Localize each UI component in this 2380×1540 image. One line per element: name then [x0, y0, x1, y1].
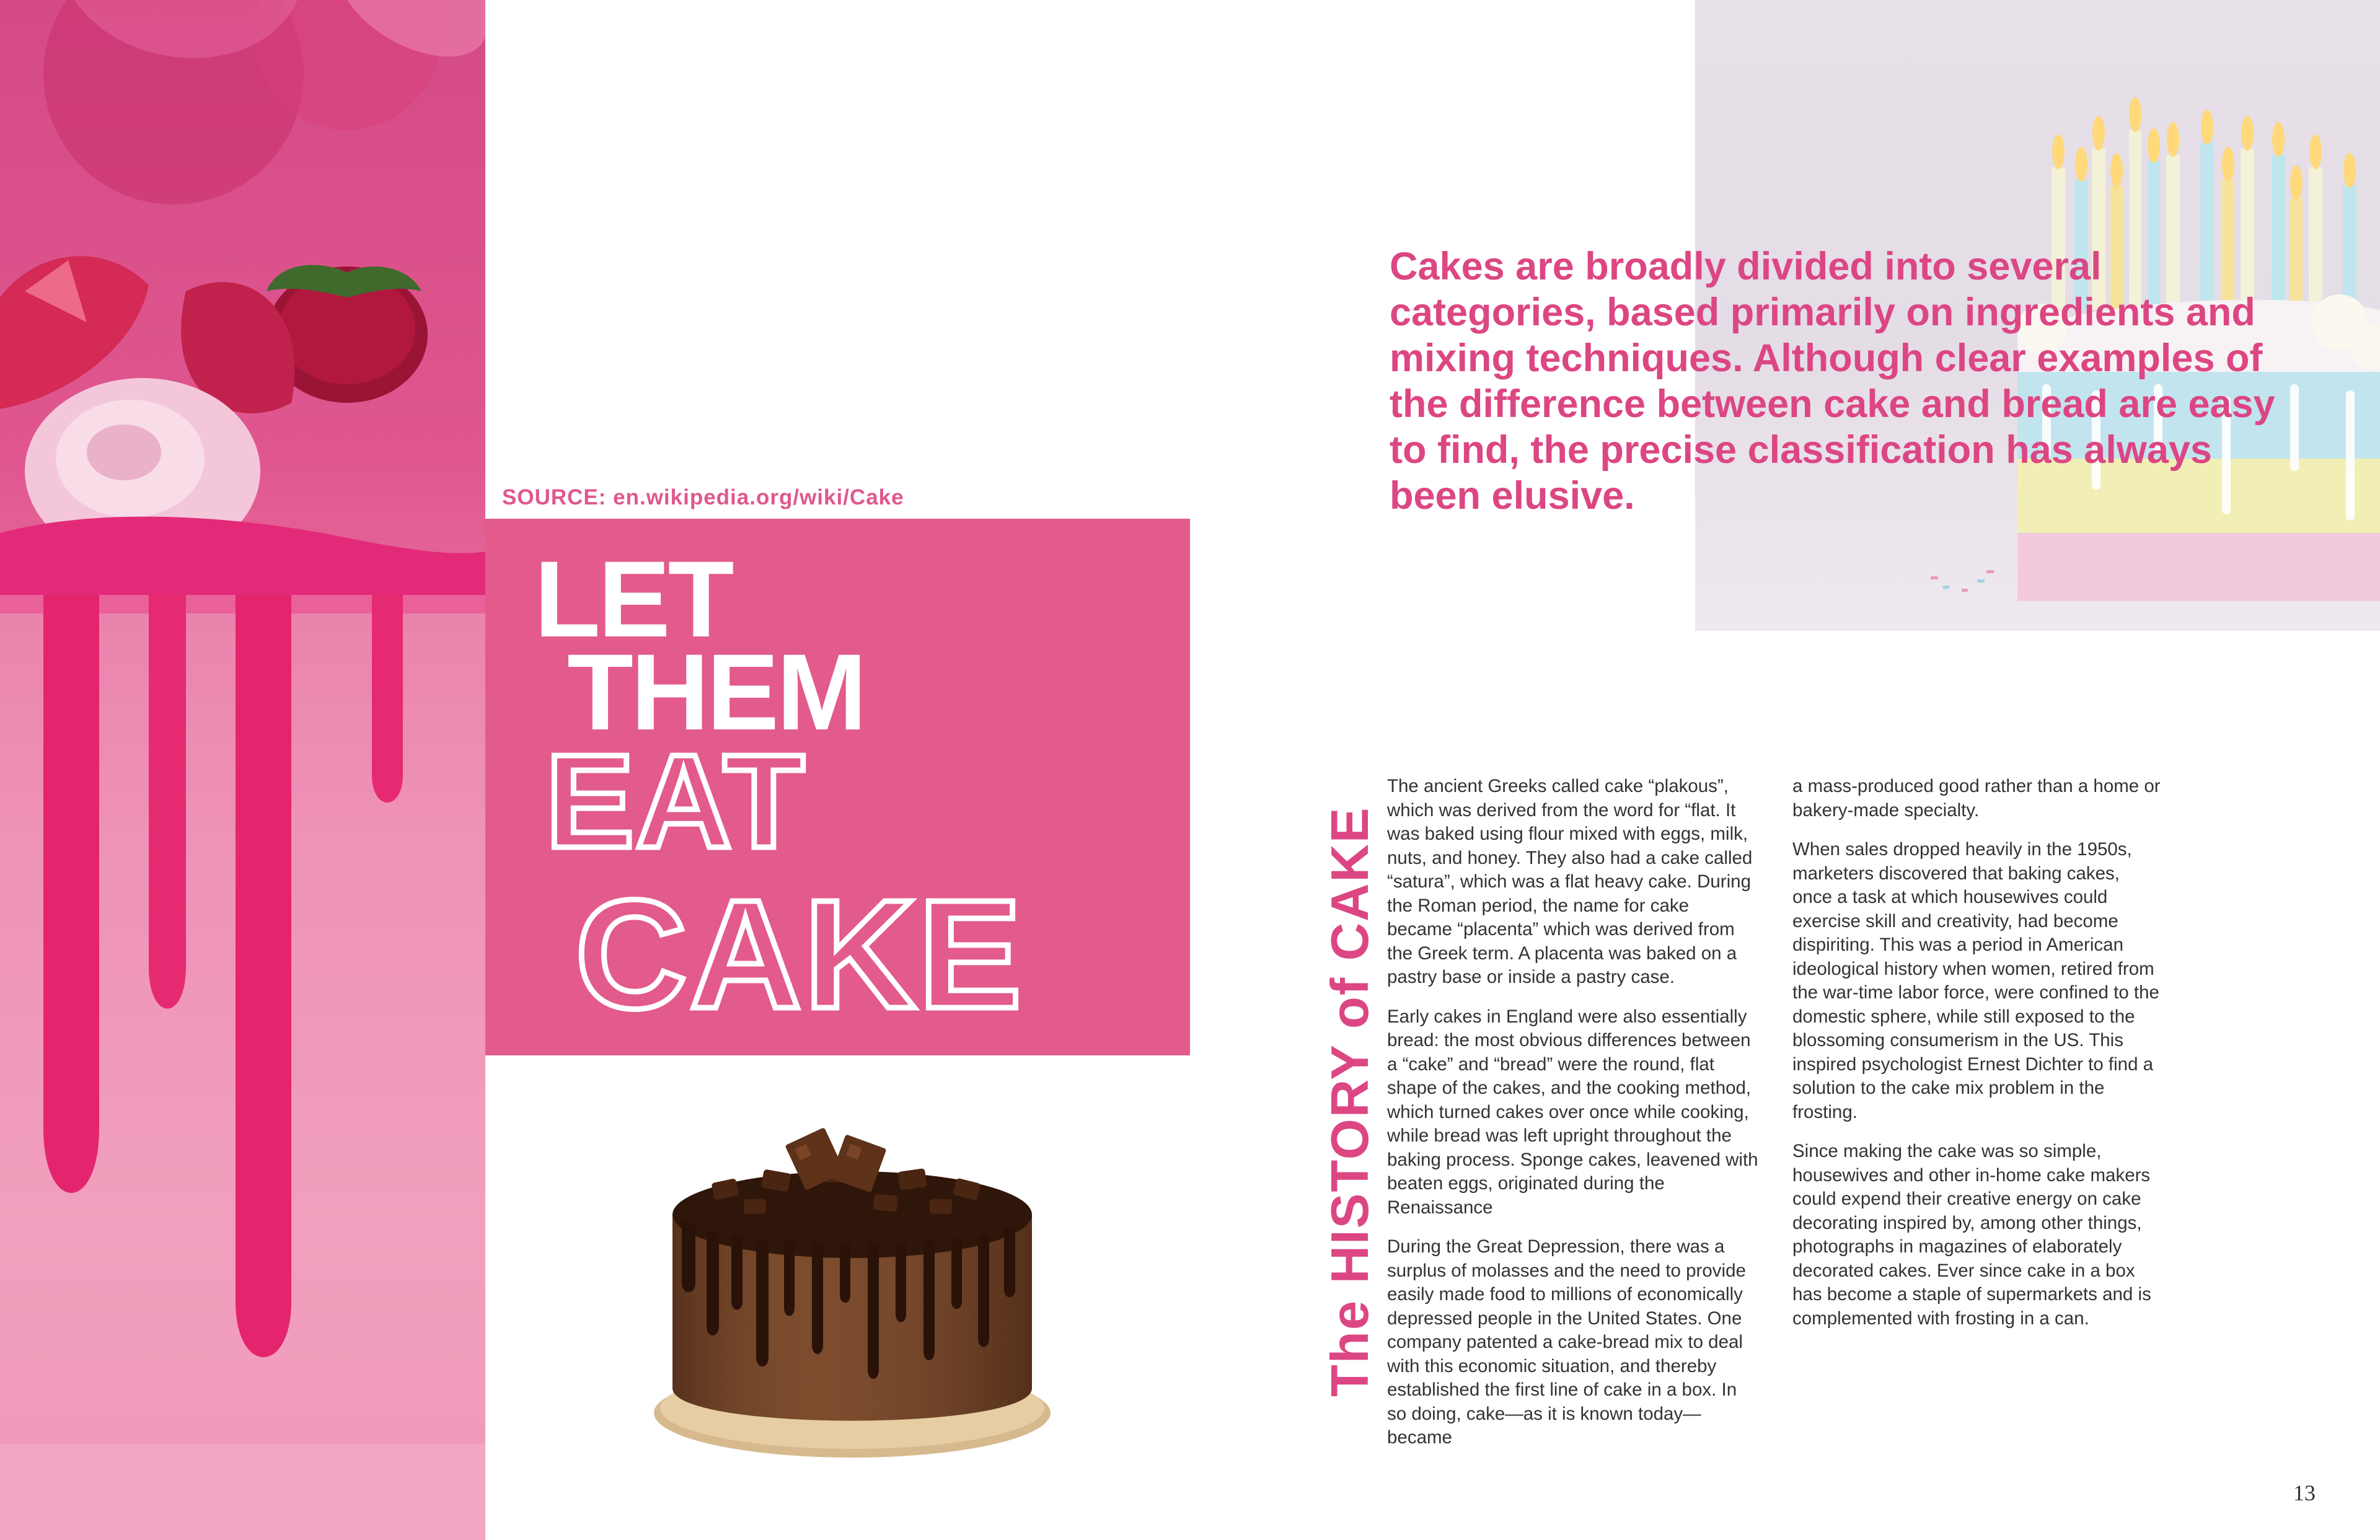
title-line-eat: EAT: [545, 726, 806, 876]
body-column-1: [1387, 775, 1759, 1466]
pink-drip-cake-photo: [0, 0, 485, 1540]
title-line-let: LET: [534, 539, 732, 660]
section-heading-vertical: The HISTORY of CAKE: [1321, 806, 1380, 1397]
title-line-them: THEM: [567, 632, 865, 753]
paragraph: Since making the cake was so simple, housewives and other in-home cake makers could expend their creative energy on cake decorating inspired by, among other things, photographs in magazines of elaborately decorated cakes. Ever since cake in a box has become a staple of supermarkets and is complemented with frosting in a can.: [1792, 1141, 2151, 1329]
paragraph: The ancient Greeks called cake “plakous”, which was derived from the word for “flat. It was baked using flour mixed with eggs, milk, nuts, and honey. They also had a cake called “satura”, which was a flat heavy cake. During the Roman period, the name for cake became “placenta” which was derived from the Greek term. A placenta was baked on a pastry base or inside a pastry case.: [1387, 776, 1753, 987]
paragraph: a mass-produced good rather than a home or bakery-made specialty.: [1792, 776, 2161, 821]
source-citation: SOURCE: en.wikipedia.org/wiki/Cake: [502, 485, 904, 509]
page-number: 13: [2293, 1481, 2316, 1505]
body-column-2: [1792, 775, 2164, 1346]
paragraph: When sales dropped heavily in the 1950s, marketers discovered that baking cakes, once a task at which housewives could exercise skill and creativity, had become dispiriting. This was a period in American ideological history when women, retired from the war-time labor force, were confined to the domestic sphere, while still exposed to the blossoming consumerism in the US. This inspired psychologist Ernest Dichter to find a solution to the cake mix problem in the frosting.: [1792, 839, 2159, 1122]
title-line-cake: CAKE: [575, 868, 1025, 1041]
chocolate-cake-image: [638, 1122, 1072, 1469]
paragraph: Early cakes in England were also essentially bread: the most obvious differences between a “cake” and “bread” were the round, flat shape of the cakes, and the cooking method, which turned cakes over once while cooking, while bread was left upright throughout the baking process. Sponge cakes, leavened with beaten eggs, originated during the Renaissance: [1387, 1006, 1758, 1218]
paragraph: During the Great Depression, there was a surplus of molasses and the need to provide easily made food to millions of economically depressed people in the United States. One company patented a cake-bread mix to deal with this economic situation, and thereby established the first line of cake in a box. In so doing, cake—as it is known today—became: [1387, 1236, 1746, 1448]
pull-quote: Cakes are broadly divided into several categories, based primarily on ingredients and mixing techniques. Although clear examples of the difference between cake and bread are easy to find, the precise classification has always been elusive.: [1390, 245, 2275, 517]
